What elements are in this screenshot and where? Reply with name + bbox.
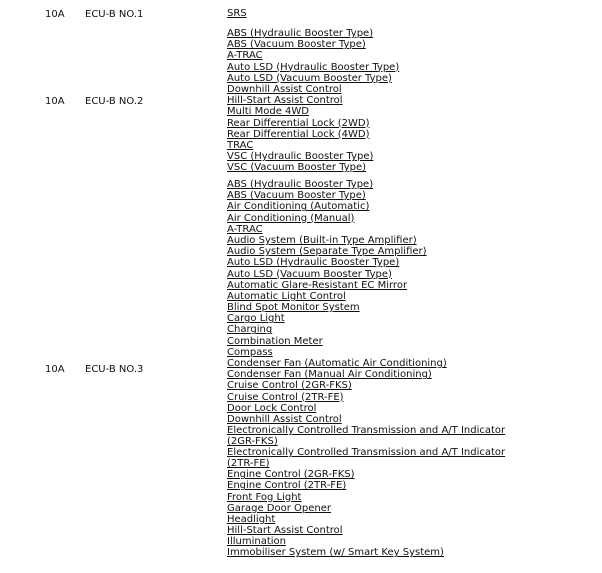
circuit-link[interactable]: Auto LSD (Hydraulic Booster Type)	[227, 257, 400, 269]
circuit-link[interactable]: Hill-Start Assist Control	[227, 95, 343, 107]
circuit-link[interactable]: Cruise Control (2TR-FE)	[227, 391, 344, 403]
circuit-link[interactable]: VSC (Hydraulic Booster Type)	[227, 151, 374, 163]
circuit-link[interactable]: Compass	[227, 346, 273, 358]
circuit-link[interactable]: TRAC	[227, 139, 254, 151]
circuit-link[interactable]: Audio System (Built-in Type Amplifier)	[227, 234, 417, 246]
fuse-amperage: 10A	[45, 364, 65, 375]
circuit-link[interactable]: Automatic Light Control	[227, 290, 346, 302]
circuit-list	[227, 28, 399, 173]
circuit-link[interactable]: Multi Mode 4WD	[227, 106, 309, 118]
circuit-link[interactable]: A-TRAC	[227, 50, 263, 62]
circuit-link[interactable]: Downhill Assist Control	[227, 83, 342, 95]
circuit-link[interactable]: Door Lock Control	[227, 402, 317, 414]
circuit-link[interactable]: VSC (Vacuum Booster Type)	[227, 162, 367, 174]
circuit-link[interactable]: Combination Meter	[227, 335, 323, 347]
circuit-link[interactable]: Blind Spot Monitor System	[227, 302, 360, 314]
circuit-link[interactable]: ABS (Hydraulic Booster Type)	[227, 179, 374, 190]
circuit-link[interactable]: Auto LSD (Vacuum Booster Type)	[227, 268, 392, 280]
circuit-link[interactable]: Immobiliser System (w/ Smart Key System)	[227, 547, 444, 559]
circuit-link[interactable]: SRS	[227, 8, 247, 19]
circuit-link[interactable]: ABS (Hydraulic Booster Type)	[227, 28, 374, 39]
circuit-link[interactable]: Front Fog Light	[227, 491, 302, 503]
circuit-link[interactable]: Headlight	[227, 513, 276, 525]
circuit-link[interactable]: Rear Differential Lock (4WD)	[227, 128, 370, 140]
circuit-link[interactable]: Air Conditioning (Automatic)	[227, 201, 370, 213]
circuit-link[interactable]: Automatic Glare-Resistant EC Mirror	[227, 279, 408, 291]
circuit-link[interactable]: Air Conditioning (Manual)	[227, 212, 355, 224]
circuit-link[interactable]: Engine Control (2GR-FKS)	[227, 469, 355, 481]
circuit-link[interactable]: Hill-Start Assist Control	[227, 525, 343, 537]
fuse-name: ECU-B NO.1	[85, 9, 144, 20]
circuit-link[interactable]: Auto LSD (Hydraulic Booster Type)	[227, 61, 400, 73]
circuit-link[interactable]: Downhill Assist Control	[227, 413, 342, 425]
circuit-link[interactable]: Condenser Fan (Automatic Air Conditioning)	[227, 358, 447, 369]
fuse-amperage: 10A	[45, 96, 65, 107]
circuit-link[interactable]: Condenser Fan (Manual Air Conditioning)	[227, 369, 432, 381]
circuit-link[interactable]: Rear Differential Lock (2WD)	[227, 117, 370, 129]
circuit-link[interactable]: Illumination	[227, 536, 286, 548]
fuse-amperage: 10A	[45, 9, 65, 20]
fuse-name: ECU-B NO.3	[85, 364, 144, 375]
fuse-name: ECU-B NO.2	[85, 96, 144, 107]
circuit-link[interactable]: Cruise Control (2GR-FKS)	[227, 380, 352, 392]
circuit-link[interactable]: ABS (Vacuum Booster Type)	[227, 190, 366, 202]
circuit-link[interactable]: A-TRAC	[227, 223, 263, 235]
circuit-link[interactable]: Cargo Light	[227, 313, 285, 325]
circuit-list	[227, 179, 527, 559]
circuit-link[interactable]: ABS (Vacuum Booster Type)	[227, 39, 366, 51]
circuit-link[interactable]: Garage Door Opener	[227, 502, 331, 514]
circuit-link[interactable]: Electronically Controlled Transmission and A/T Indicator (2TR-FE)	[227, 447, 506, 470]
circuit-list	[227, 8, 247, 19]
circuit-link[interactable]: Charging	[227, 324, 273, 336]
circuit-link[interactable]: Auto LSD (Vacuum Booster Type)	[227, 72, 392, 84]
circuit-link[interactable]: Electronically Controlled Transmission and A/T Indicator (2GR-FKS)	[227, 425, 506, 448]
circuit-link[interactable]: Audio System (Separate Type Amplifier)	[227, 246, 427, 258]
circuit-link[interactable]: Engine Control (2TR-FE)	[227, 480, 347, 492]
